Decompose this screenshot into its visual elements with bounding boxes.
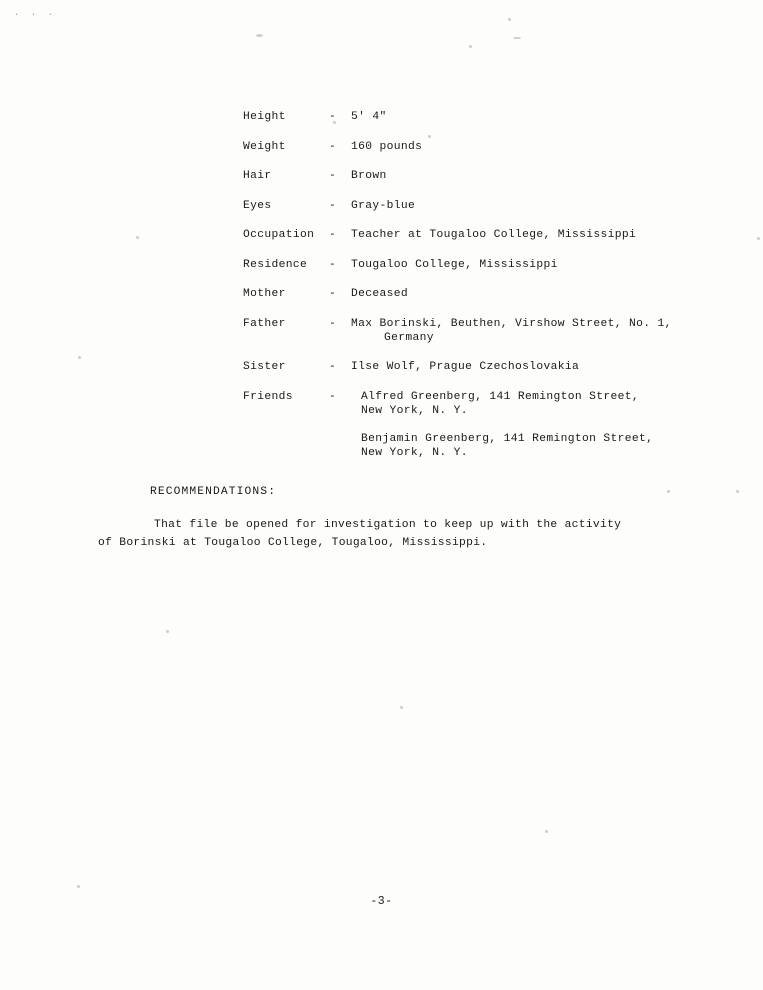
field-separator: - [329,258,337,271]
field-row [243,110,713,124]
field-separator: - [329,199,337,212]
field-row [243,228,713,242]
field-separator: - [329,317,337,330]
field-value: Tougaloo College, Mississippi [351,258,558,271]
field-row [243,317,713,345]
field-label: Residence [243,258,308,271]
document-body [0,110,763,552]
field-value-continuation: Benjamin Greenberg, 141 Remington Street, [361,432,654,445]
scan-speck [508,18,511,21]
field-label: Hair [243,170,272,182]
scan-speck [469,45,472,48]
field-value: Teacher at Tougaloo College, Mississippi [351,229,637,241]
field-row [243,360,713,374]
field-value: Max Borinski, Beuthen, Virshow Street, No. 1, [351,317,672,330]
field-separator: - [329,111,337,123]
field-value-continuation: Germany [384,331,434,344]
field-separator: - [329,140,337,153]
subject-description-list [243,110,713,460]
field-separator: - [329,170,337,182]
field-value: Brown [351,170,387,182]
field-label: Sister [243,361,286,373]
field-separator: - [329,229,337,241]
field-value-continuation: New York, N. Y. [361,404,468,417]
field-label: Height [243,111,286,123]
field-label: Mother [243,288,286,300]
scan-edge-marks: · · · [14,10,57,20]
field-label: Occupation [243,229,315,241]
field-value: Alfred Greenberg, 141 Remington Street, [361,390,640,403]
paragraph-line: That file be opened for investigation to keep up with the activity [154,518,622,531]
section-heading-recommendations: RECOMMENDATIONS: [150,485,277,498]
field-value: Ilse Wolf, Prague Czechoslovakia [351,361,580,373]
field-value: Deceased [351,288,409,300]
field-separator: - [329,288,337,300]
field-separator: - [329,390,337,403]
scan-speck [256,34,263,37]
field-value: 160 pounds [351,140,423,153]
field-row [243,169,713,183]
field-row [243,287,713,301]
scan-speck [77,885,80,888]
paragraph-line: of Borinski at Tougaloo College, Tougaloo, Mississippi. [98,536,488,549]
field-value-continuation: New York, N. Y. [361,446,468,459]
field-value-blank-line [361,418,653,432]
field-label: Father [243,317,286,330]
field-label: Eyes [243,199,272,212]
field-value: 5' 4" [351,111,387,123]
page-number: -3- [370,895,393,908]
field-separator: - [329,361,337,373]
field-value: Gray-blue [351,199,416,212]
scan-speck [400,706,403,709]
field-label: Weight [243,140,286,153]
scan-speck [166,630,169,633]
field-row [243,390,713,460]
scan-speck [545,830,548,833]
field-row [243,140,713,154]
field-label: Friends [243,390,293,403]
scan-speck [513,37,521,39]
field-row [243,199,713,213]
recommendations-paragraph [98,516,668,552]
field-row [243,258,713,272]
